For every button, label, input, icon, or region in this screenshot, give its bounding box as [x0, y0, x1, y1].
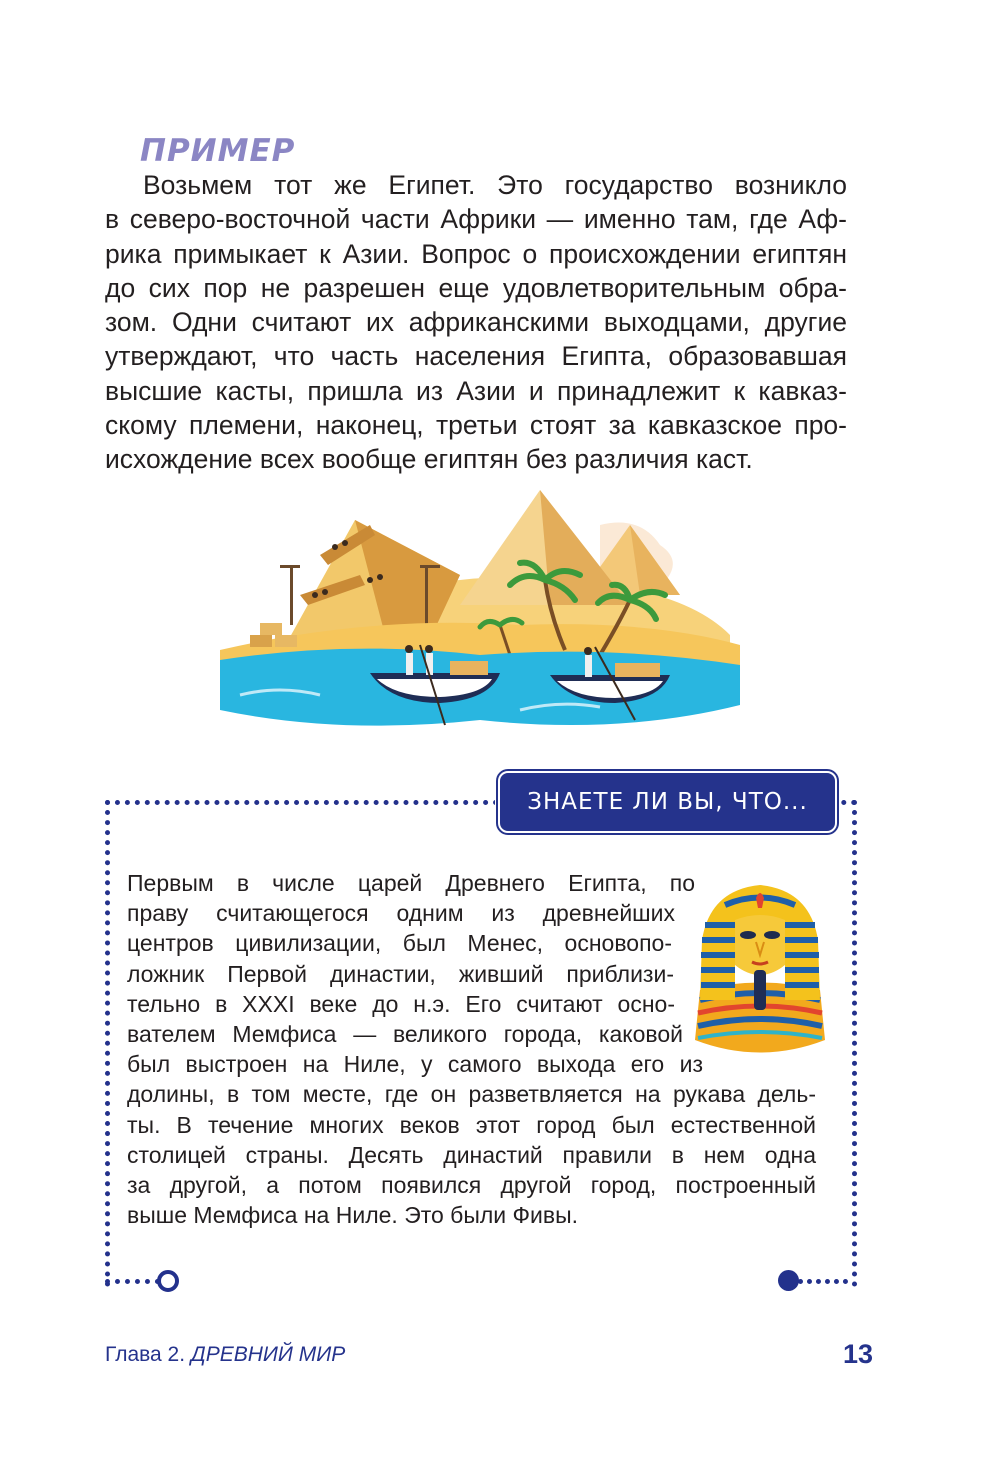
- ring-icon: [157, 1270, 179, 1292]
- fact-line: ложник Первой династии, живший приблизи-: [127, 960, 674, 987]
- fact-box-title: ЗНАЕТЕ ЛИ ВЫ, ЧТО...: [498, 771, 837, 833]
- fact-line: тельно в XXXI веке до н.э. Его считают осно-: [127, 990, 675, 1017]
- fact-line: ты. В течение многих веков этот город был естественной: [127, 1111, 816, 1138]
- text-line: рика примыкает к Азии. Вопрос о происхождении египтян: [105, 238, 847, 269]
- fact-line: Первым в числе царей Древнего Египта, по: [127, 870, 695, 896]
- fact-line: вателем Мемфиса — великого города, каковой: [127, 1020, 683, 1047]
- fact-line: праву считающегося одним из древнейших: [127, 900, 675, 927]
- frame-bottom-dots-right: [798, 1279, 848, 1284]
- fact-line: за другой, а потом появился другой город, построенный: [127, 1171, 816, 1198]
- main-paragraph: [105, 168, 847, 477]
- text-line: высшие касты, пришла из Азии и принадлежит к кавказ-: [105, 375, 847, 406]
- footer-chapter-prefix: Глава 2.: [105, 1343, 191, 1366]
- fact-box-title-tab: [495, 768, 840, 836]
- fact-line: столицей страны. Десять династий правили в нем одна: [127, 1141, 816, 1168]
- egypt-pyramids-illustration: [220, 485, 740, 735]
- text-line: в северо-восточной части Африки — именно там, где Аф-: [105, 204, 847, 235]
- footer-chapter-title: ДРЕВНИЙ МИР: [190, 1343, 346, 1366]
- pharaoh-mask-icon: [690, 880, 830, 1065]
- text-line: утверждают, что часть населения Египта, образовавшая: [105, 341, 847, 372]
- text-line: исхождение всех вообще египтян без различия каст.: [105, 444, 753, 475]
- fact-line: долины, в том месте, где он разветвляется на рукава дель-: [127, 1081, 816, 1108]
- text-line: скому племени, наконец, третьи стоят за кавказское про-: [105, 410, 847, 441]
- frame-bottom-dots-left: [105, 1279, 160, 1284]
- fact-line: был выстроен на Ниле, у самого выхода его из: [127, 1051, 703, 1078]
- text-line: до сих пор не разрешен еще удовлетворительным обра-: [105, 272, 847, 303]
- page-number: 13: [843, 1339, 874, 1369]
- text-line: зом. Одни считают их африканскими выходцами, другие: [105, 307, 847, 338]
- fact-line: центров цивилизации, был Менес, основопо-: [127, 930, 672, 957]
- fact-line: выше Мемфиса на Ниле. Это были Фивы.: [127, 1202, 579, 1229]
- footer-chapter: [105, 1343, 345, 1367]
- dot-icon: [778, 1270, 799, 1291]
- example-heading: ПРИМЕР: [140, 133, 296, 169]
- text-line: Возьмем тот же Египет. Это государство возникло: [143, 170, 847, 200]
